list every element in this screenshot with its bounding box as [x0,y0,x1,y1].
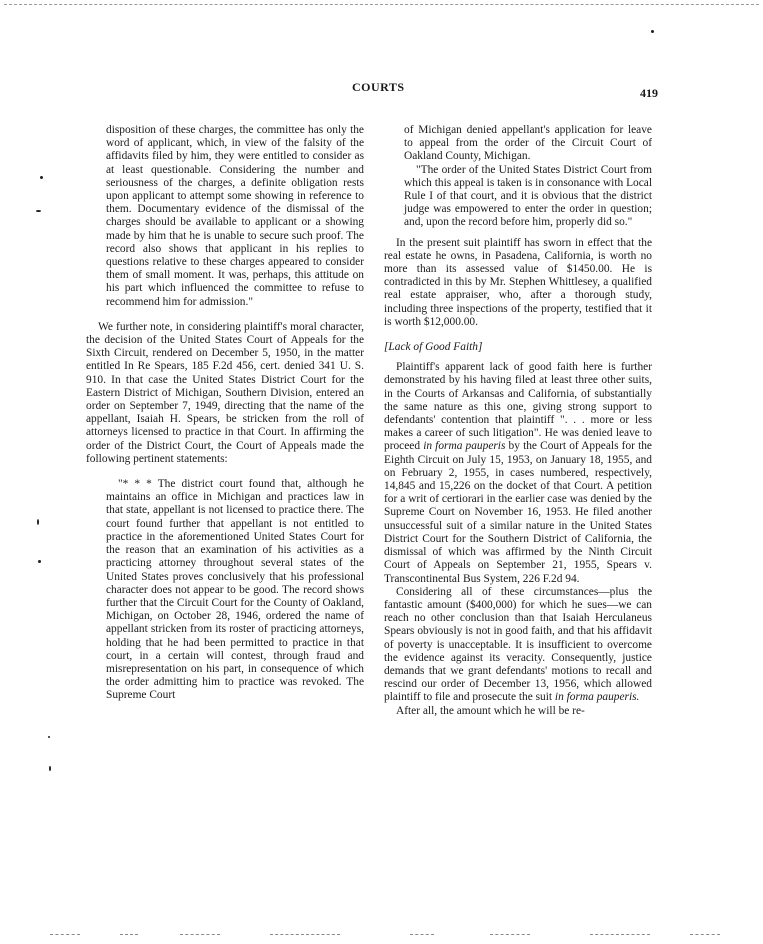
margin-speck [49,766,51,771]
paragraph: After all, the amount which he will be re- [396,704,585,717]
block-quote: "The order of the United States District Court from which this appeal is taken is in consonance with Local Rule I of that court, and it is obvious that the district judge was empowered to enter the order in question; and, upon the record before him, properly did so." [404,163,652,229]
scan-top-border [4,4,759,5]
margin-speck [36,210,41,212]
paragraph: We further note, in considering plaintiff's moral character, the decision of the United States Court of Appeals for the Sixth Circuit, rendered on December 5, 1950, in the matter entitled In Re Spears, 185 F.2d 456, cert. denied 341 U. S. 910. In that case the United States District Court for the Eastern District of Michigan, Southern Division, entered an order on September 7, 1949, directing that the name of the appellant, Isaiah H. Spears, be stricken from the roll of attorneys licensed to practice in that Court. In affirming the order of the District Court, the Court of Appeals made the following pertinent statements: [86,320,364,465]
running-head: COURTS [352,80,405,94]
paragraph-text: by the Court of Appeals for the Eighth Circuit on July 15, 1953, on January 18, 1955, and on February 2, 1955, in cases numbered, respectively, 14,845 and 15,226 on the docket of that Court. A petition for a writ of certiorari in the earlier case was denied by the Supreme Court on November 16, 1953. He filed another unsuccessful suit of a similar nature in the United States District Court for the Southern District of California, the dismissal of which was affirmed by the Ninth Circuit Court of Appeals on September 21, 1955, Spears v. Transcontinental Bus System, 226 F.2d 94. [384,440,652,585]
latin-phrase: in forma pauperis [423,440,506,453]
paragraph [384,586,652,705]
section-heading: [Lack of Good Faith] [384,341,483,354]
page-header [0,80,763,100]
right-column [384,124,652,718]
page-number: 419 [640,86,658,100]
left-column [86,124,364,703]
latin-phrase: in forma pauperis. [554,691,640,704]
scan-bottom-artifacts [30,934,730,938]
margin-speck [37,519,39,525]
block-quote: "* * * The district court found that, although he maintains an office in Michigan and practices law in that state, appellant is not licensed to practice there. The court found further that appellant is not entitled to practice in the aforementioned United States Court for the reason that an examination of his activities as a practicing attorney throughout several states of the United States proves conclusively that his professional character does not appear to be good. The record shows further that the Circuit Court for the County of Oakland, Michigan, on October 28, 1946, ordered the name of appellant stricken from its roster of practicing attorneys, holding that he had been permitted to practice in that court, in a certain will contest, through fraud and misrepresentation on his part, in consequence of which the order admitting him to practice was revoked. The Supreme Court [106,478,364,702]
block-quote-continuation: of Michigan denied appellant's application for leave to appeal from the order of the Circuit Court of Oakland County, Michigan. [404,124,652,163]
paragraph: In the present suit plaintiff has sworn in effect that the real estate he owns, in Pasadena, California, is worth no more than its assessed value of $1450.00. He is contradicted in this by Mr. Stephen Whittlesey, a qualified real estate appraiser, who, after a thorough study, including three inspections of the property, testified that it is worth $12,000.00. [384,236,652,328]
margin-speck [48,736,50,738]
block-quote-continuation: disposition of these charges, the committee has only the word of applicant, which, in view of the falsity of the affidavits filed by him, they were entitled to consider as at least questionable. Considering the number and seriousness of the charges, a definite obligation rests upon applicant to attempt some showing in reference to them. Documentary evidence of the dismissal of the charges should be available to applicant or a showing made by him that he is unable to secure such proof. The record also shows that applicant in his replies to questions relative to these charges appeared to consider them of small moment. It was, perhaps, this attitude on his part which influenced the committee to refuse to recommend him for admission." [106,124,364,308]
margin-speck [38,560,41,563]
paragraph [384,361,652,585]
margin-speck [40,176,43,179]
margin-speck [651,30,654,33]
paragraph-text: Plaintiff's apparent lack of good faith here is further demonstrated by his having filed at least three other suits, in the Courts of Arkansas and California, of substantially the same nature as this one, giving strong support to defendants' contention that plaintiff ". . . more or less makes a career of such litigation". He was denied leave to proceed [384,361,652,453]
paragraph-text: Considering all of these circumstances—plus the fantastic amount ($400,000) for which he sues—we can reach no other conclusion than that Isaiah Herculaneus Spears obviously is not in good faith, and that his affidavit of poverty is unacceptable. It is insufficient to overcome the evidence against its veracity. Consequently, justice demands that we grant defendants' motions to recall and rescind our order of December 13, 1956, which allowed plaintiff to file and prosecute the suit [384,585,652,704]
